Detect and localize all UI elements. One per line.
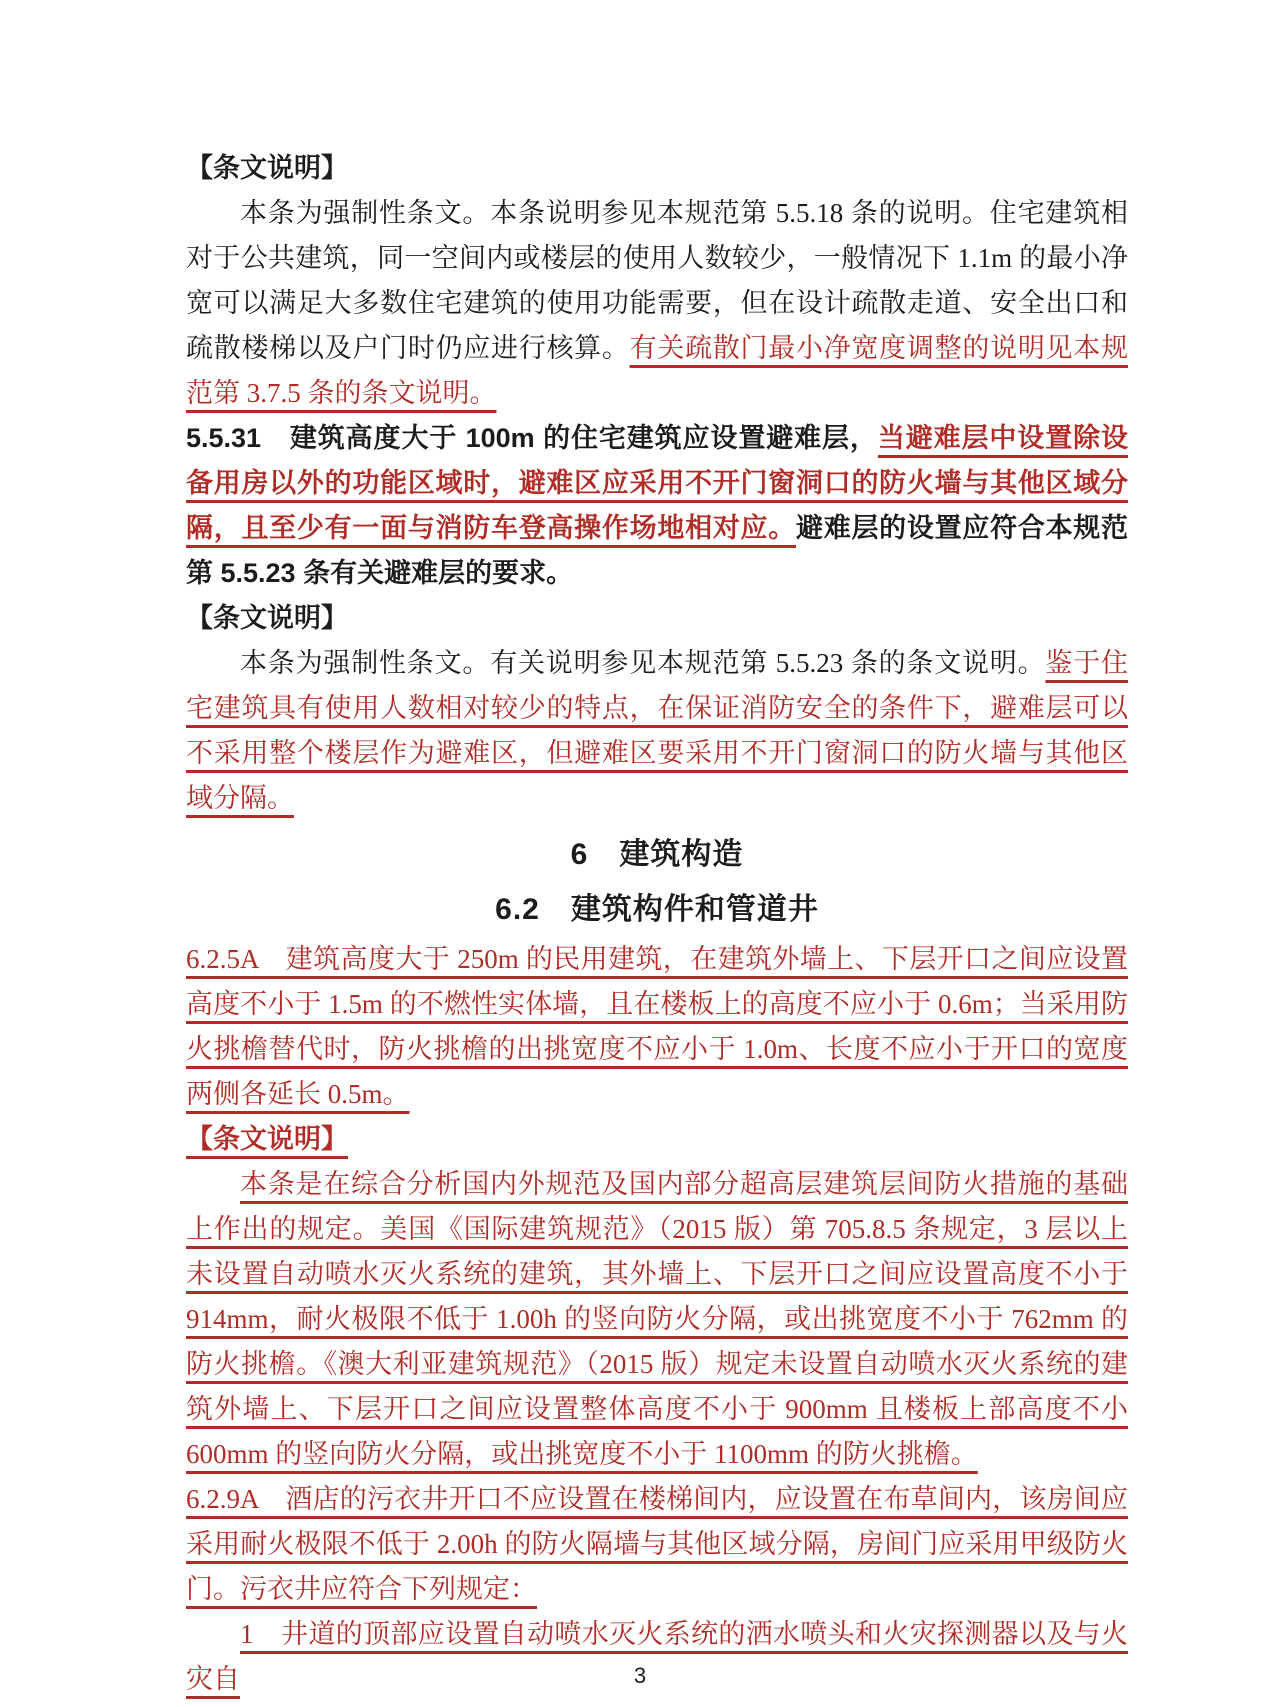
provision-6-2-9A-segment-1: 6.2.9A 酒店的污衣井开口不应设置在楼梯间内，应设置在布草间内，该房间应采用耐火极限不低于 2.00h 的防火隔墙与其他区域分隔，房间门应采用甲级防火门。污衣井应符合下列规定： (186, 1484, 1128, 1604)
section-heading (186, 882, 1128, 937)
section-heading-segment-1: 6.2 建筑构件和管道井 (495, 893, 819, 926)
explanation-para-3-segment-1: 本条是在综合分析国内外规范及国内部分超高层建筑层间防火措施的基础上作出的规定。美国《国际建筑规范》（2015 版）第 705.8.5 条规定，3 层以上未设置自动喷水灭火系统的建筑，其外墙上、下层开口之间应设置高度不小于 914mm，耐火极限不低于 1.00h 的竖向防火分隔，或出挑宽度不小于 762mm 的防火挑檐。《澳大利亚建筑规范》（2015 版）规定未设置自动喷水灭火系统的建筑外墙上、下层开口之间应设置整体高度不小于 900mm 且楼板上部高度不小 600mm 的竖向防火分隔，或出挑宽度不小于 1100mm 的防火挑檐。 (186, 1169, 1128, 1469)
provision-5-5-31-segment-1: 5.5.31 建筑高度大于 100m 的住宅建筑应设置避难层， (186, 423, 878, 453)
chapter-heading-segment-1: 6 建筑构造 (570, 838, 744, 871)
explanation-para-2-segment-1: 本条为强制性条文。有关说明参见本规范第 5.5.23 条的条文说明。 (240, 648, 1046, 678)
explanation-label-2-segment-1: 【条文说明】 (186, 603, 348, 633)
provision-5-5-31-segment-3: 避难层的设置应符合本规范第 5.5.23 条有关避难层的要求。 (186, 513, 1128, 588)
explanation-para-1-segment-2: 有关疏散门最小净宽度调整的说明见本规范第 3.7.5 条的条文说明。 (186, 333, 1129, 408)
explanation-label-1 (186, 146, 1128, 191)
chapter-heading (186, 827, 1128, 882)
provision-5-5-31 (186, 416, 1128, 596)
provision-6-2-9A-item-1-segment-1: 1 井道的顶部应设置自动喷水灭火系统的洒水喷头和火灾探测器以及与火灾自 (186, 1619, 1128, 1694)
explanation-para-3 (186, 1162, 1128, 1477)
explanation-label-2 (186, 596, 1128, 641)
page-number: 3 (633, 1663, 647, 1688)
explanation-para-2-segment-2: 鉴于住宅建筑具有使用人数相对较少的特点，在保证消防安全的条件下，避难层可以不采用整个楼层作为避难区，但避难区要采用不开门窗洞口的防火墙与其他区域分隔。 (186, 648, 1129, 813)
document-content (186, 146, 1128, 1702)
provision-6-2-9A (186, 1477, 1128, 1612)
explanation-para-1-segment-1: 本条为强制性条文。本条说明参见本规范第 5.5.18 条的说明。住宅建筑相对于公共建筑，同一空间内或楼层的使用人数较少，一般情况下 1.1m 的最小净宽可以满足大多数住宅建筑的使用功能需要，但在设计疏散走道、安全出口和疏散楼梯以及户门时仍应进行核算。 (186, 198, 1128, 363)
explanation-label-3 (186, 1117, 1128, 1162)
explanation-label-3-segment-1: 【条文说明】 (186, 1124, 348, 1154)
explanation-para-1 (186, 191, 1128, 416)
provision-6-2-5A-segment-1: 6.2.5A 建筑高度大于 250m 的民用建筑，在建筑外墙上、下层开口之间应设置高度不小于 1.5m 的不燃性实体墙，且在楼板上的高度不应小于 0.6m；当采用防火挑檐替代时，防火挑檐的出挑宽度不应小于 1.0m、长度不应小于开口的宽度两侧各延长 0.5m。 (186, 944, 1128, 1109)
provision-6-2-5A (186, 937, 1128, 1117)
provision-5-5-31-segment-2: 当避难层中设置除设备用房以外的功能区域时，避难区应采用不开门窗洞口的防火墙与其他区域分隔，且至少有一面与消防车登高操作场地相对应。 (186, 423, 1128, 543)
explanation-para-2 (186, 641, 1128, 821)
explanation-label-1-segment-1: 【条文说明】 (186, 153, 348, 183)
